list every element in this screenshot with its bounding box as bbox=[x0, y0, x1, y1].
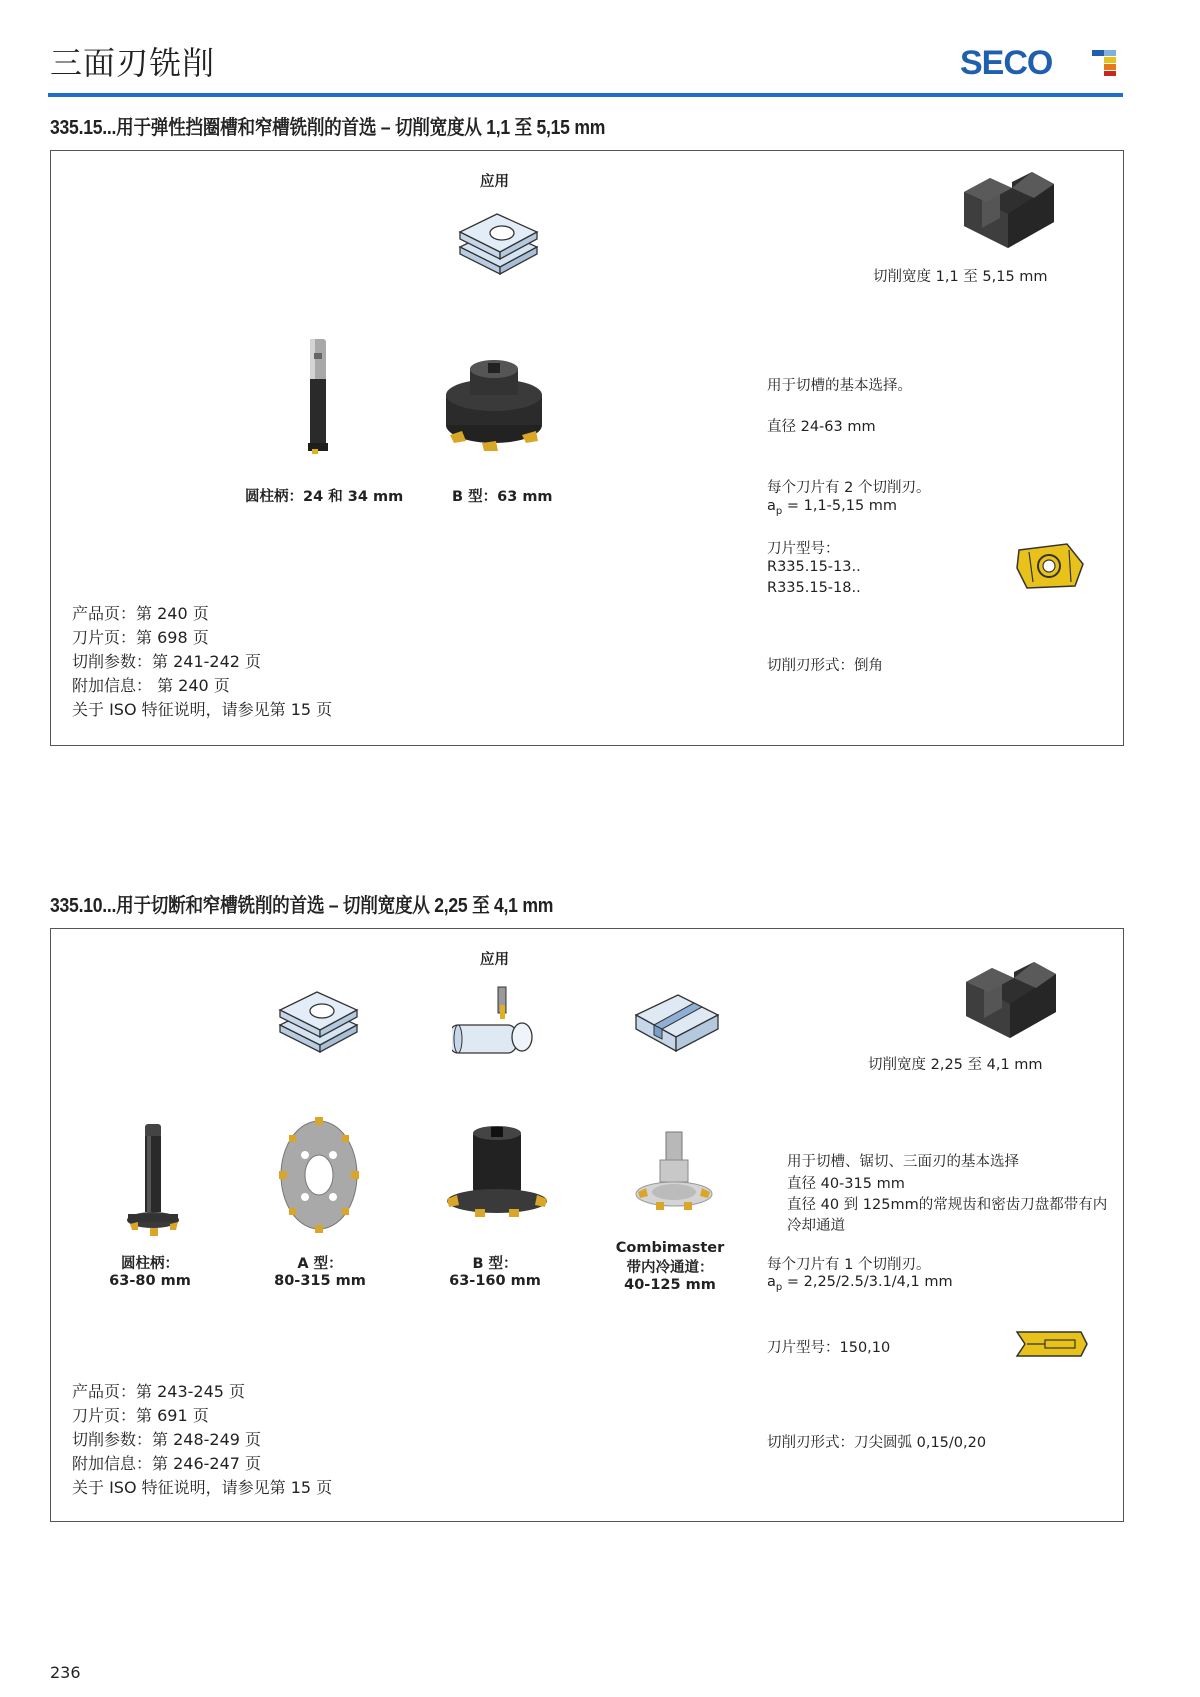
type-b-cutter-icon bbox=[445, 1125, 549, 1225]
edge-form-text: 切削刃形式：刀尖圆弧 0,15/0,20 bbox=[767, 1435, 987, 1451]
reference-item: 切削参数：第 241-242 页 bbox=[72, 652, 262, 671]
groove-block-icon bbox=[962, 960, 1058, 1042]
type-b-label: B 型： 63-160 mm bbox=[449, 1256, 541, 1289]
groove-milling-application-icon bbox=[632, 985, 722, 1055]
section-title: 335.10...用于切断和窄槽铣削的首选 – 切削宽度从 2,25 至 4,1 mm bbox=[50, 895, 554, 917]
ap-text: $a_p = 2,25/2.5/3.1/4,1$ mm bbox=[767, 1274, 953, 1293]
cut-width-label: 切削宽度 1,1 至 5,15 mm bbox=[873, 269, 1048, 285]
edges-text: 每个刀片有 1 个切削刃。 bbox=[767, 1257, 931, 1273]
type-a-disc-cutter-icon bbox=[275, 1115, 363, 1235]
diameter-text: 直径 24-63 mm bbox=[767, 419, 876, 435]
seco-logo: SECO bbox=[960, 44, 1053, 82]
header-rule bbox=[48, 93, 1123, 97]
reference-list bbox=[72, 1380, 332, 1500]
type-b-cutter-icon bbox=[442, 355, 546, 455]
section-title: 335.15...用于弹性挡圈槽和窄槽铣削的首选 – 切削宽度从 1,1 至 5,15 mm bbox=[50, 117, 606, 139]
slot-milling-application-icon bbox=[275, 985, 361, 1053]
combimaster-label: Combimaster 带内冷通道： 40-125 mm bbox=[615, 1240, 725, 1293]
ap-text: $a_p = 1,1-5,15$ mm bbox=[767, 498, 898, 517]
parting-off-application-icon bbox=[452, 985, 542, 1055]
insert-label: 刀片型号： bbox=[767, 541, 840, 557]
reference-item: 附加信息：第 246-247 页 bbox=[72, 1454, 262, 1473]
cylindrical-shank-cutter-icon bbox=[300, 335, 336, 457]
reference-item: 关于 ISO 特征说明，请参见第 15 页 bbox=[72, 1478, 333, 1497]
type-a-label: A 型： 80-315 mm bbox=[274, 1256, 366, 1289]
application-label: 应用 bbox=[480, 952, 509, 968]
basic-choice-text: 用于切槽、锯切、三面刃的基本选择 bbox=[787, 1154, 1019, 1170]
cylindrical-shank-cutter-icon bbox=[124, 1120, 184, 1238]
reference-list bbox=[72, 602, 332, 722]
edges-text: 每个刀片有 2 个切削刃。 bbox=[767, 480, 931, 496]
reference-item: 刀片页：第 698 页 bbox=[72, 628, 209, 647]
coolant-text: 冷却通道 bbox=[787, 1218, 845, 1234]
page-title: 三面刃铣削 bbox=[50, 44, 216, 82]
edge-form-text: 切削刃形式：倒角 bbox=[767, 658, 883, 674]
insert-code-2: R335.15-18.. bbox=[767, 580, 861, 596]
cylindrical-shank-label: 圆柱柄：24 和 34 mm bbox=[245, 489, 404, 505]
reference-item: 切削参数：第 248-249 页 bbox=[72, 1430, 262, 1449]
insert-label: 刀片型号：150,10 bbox=[767, 1340, 891, 1356]
combimaster-cutter-icon bbox=[632, 1130, 716, 1222]
cut-width-label: 切削宽度 2,25 至 4,1 mm bbox=[868, 1057, 1043, 1073]
insert-icon bbox=[1015, 542, 1087, 590]
reference-item: 附加信息： 第 240 页 bbox=[72, 676, 230, 695]
coolant-text: 直径 40 到 125mm的常规齿和密齿刀盘都带有内 bbox=[787, 1197, 1108, 1213]
application-label: 应用 bbox=[480, 174, 509, 190]
reference-item: 刀片页：第 691 页 bbox=[72, 1406, 209, 1425]
cylindrical-shank-label: 圆柱柄： 63-80 mm bbox=[109, 1256, 191, 1289]
seco-logo-mark-icon bbox=[1092, 50, 1116, 76]
circlip-groove-application-icon bbox=[455, 207, 541, 275]
page-number: 236 bbox=[50, 1663, 81, 1682]
reference-item: 产品页：第 240 页 bbox=[72, 604, 209, 623]
diameter-text: 直径 40-315 mm bbox=[787, 1176, 905, 1192]
insert-code-1: R335.15-13.. bbox=[767, 559, 861, 575]
insert-icon bbox=[1015, 1328, 1089, 1360]
reference-item: 关于 ISO 特征说明，请参见第 15 页 bbox=[72, 700, 333, 719]
type-b-label: B 型：63 mm bbox=[452, 489, 553, 505]
reference-item: 产品页：第 243-245 页 bbox=[72, 1382, 246, 1401]
groove-block-icon bbox=[960, 170, 1056, 252]
basic-choice-text: 用于切槽的基本选择。 bbox=[767, 378, 912, 394]
